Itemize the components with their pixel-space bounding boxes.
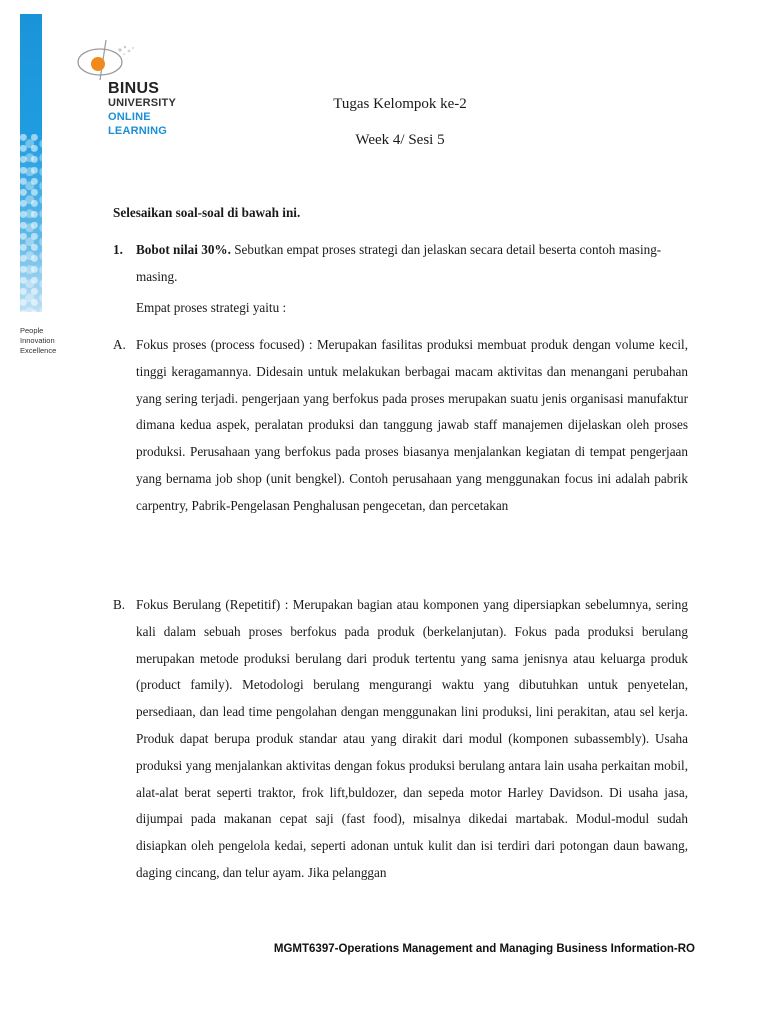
item-text: Fokus proses (process focused) : Merupakan fasilitas produksi membuat produk dengan volume kecil, tinggi keragamannya. Didesain untuk melakukan berbagai macam aktivitas dan menangani perubahan yang sering terjadi. pengerjaan yang berfokus pada proses merupakan suatu jenis organisasi manufaktur dimana kedua aspek, peralatan produksi dan tanggung jawab staff manajemen dijelaskan oleh proses produksi. Perusahaan yang berfokus pada proses biasanya menjalankan kegiatan di tempat pengerjaan yang bernama job shop (unit bengkel). Contoh perusahaan yang menggunakan focus ini adalah pabrik carpentry, Pabrik-Pengelasan Penghalusan pengecetan, dan percetakan <box>136 337 688 513</box>
item-letter: A. <box>113 337 126 352</box>
answer-item-a <box>113 332 688 520</box>
item-letter: B. <box>113 597 126 612</box>
question-number: 1. <box>113 242 123 257</box>
document-title: Tugas Kelompok ke-2 <box>333 96 467 112</box>
question-weight: Bobot nilai 30%. <box>136 242 231 257</box>
instruction-heading: Selesaikan soal-soal di bawah ini. <box>113 205 301 220</box>
answer-item-b <box>113 592 688 887</box>
binus-logo <box>72 38 192 140</box>
logo-learning-text: LEARNING <box>108 125 168 137</box>
question-1 <box>113 236 688 290</box>
logo-brand-text: BINUS <box>108 80 160 97</box>
tagline-line: Innovation <box>20 336 55 345</box>
page-footer: MGMT6397-Operations Management and Managing Business Information-RO <box>273 943 695 955</box>
logo-online-text: ONLINE <box>108 111 151 123</box>
side-dot-pattern <box>20 134 42 312</box>
document-subtitle: Week 4/ Sesi 5 <box>355 132 445 148</box>
question-text: Sebutkan empat proses strategi dan jelaskan secara detail beserta contoh masing-masing. <box>136 242 662 284</box>
item-text: Fokus Berulang (Repetitif) : Merupakan bagian atau komponen yang dipersiapkan sebelumnya, sering kali dalam sebuah proses berfokus pada produk (berkelanjutan). Fokus pada produksi berulang merupakan metode produksi berulang dari produk tertentu yang sama jenisnya atau keluarga produk (product family). Metodologi berulang mengurangi waktu yang dibutuhkan untuk penyetelan, persediaan, dan lead time pengolahan dengan menggunakan lini produksi, lini perakitan, atau sel kerja. Produk dapat berupa produk standar atau yang dirakit dari modul (komponen subassembly). Usaha produksi yang menjalankan aktivitas dengan fokus produksi berulang antara lain usaha perkaitan mobil, alat-alat berat seperti traktor, frok lift,buldozer, dan sepeda motor Harley Davidson. Di usaha jasa, dijumpai pada makanan cepat saji (fast food), misalnya dikedai martabak. Modul-modul sudah disiapkan oleh pengelola kedai, seperti adonan untuk kulit dan isi terdiri dari potongan daun bawang, daging cincang, dan telur ayam. Jika pelanggan <box>136 597 688 880</box>
logo-university-text: UNIVERSITY <box>108 97 177 109</box>
question-body <box>136 236 688 290</box>
tagline-line: People <box>20 326 44 335</box>
tagline-line: Excellence <box>20 346 57 355</box>
side-decoration-strip <box>20 14 42 312</box>
binus-logo-mark-icon <box>72 38 142 82</box>
university-tagline <box>20 326 56 356</box>
answer-intro: Empat proses strategi yaitu : <box>136 300 287 315</box>
